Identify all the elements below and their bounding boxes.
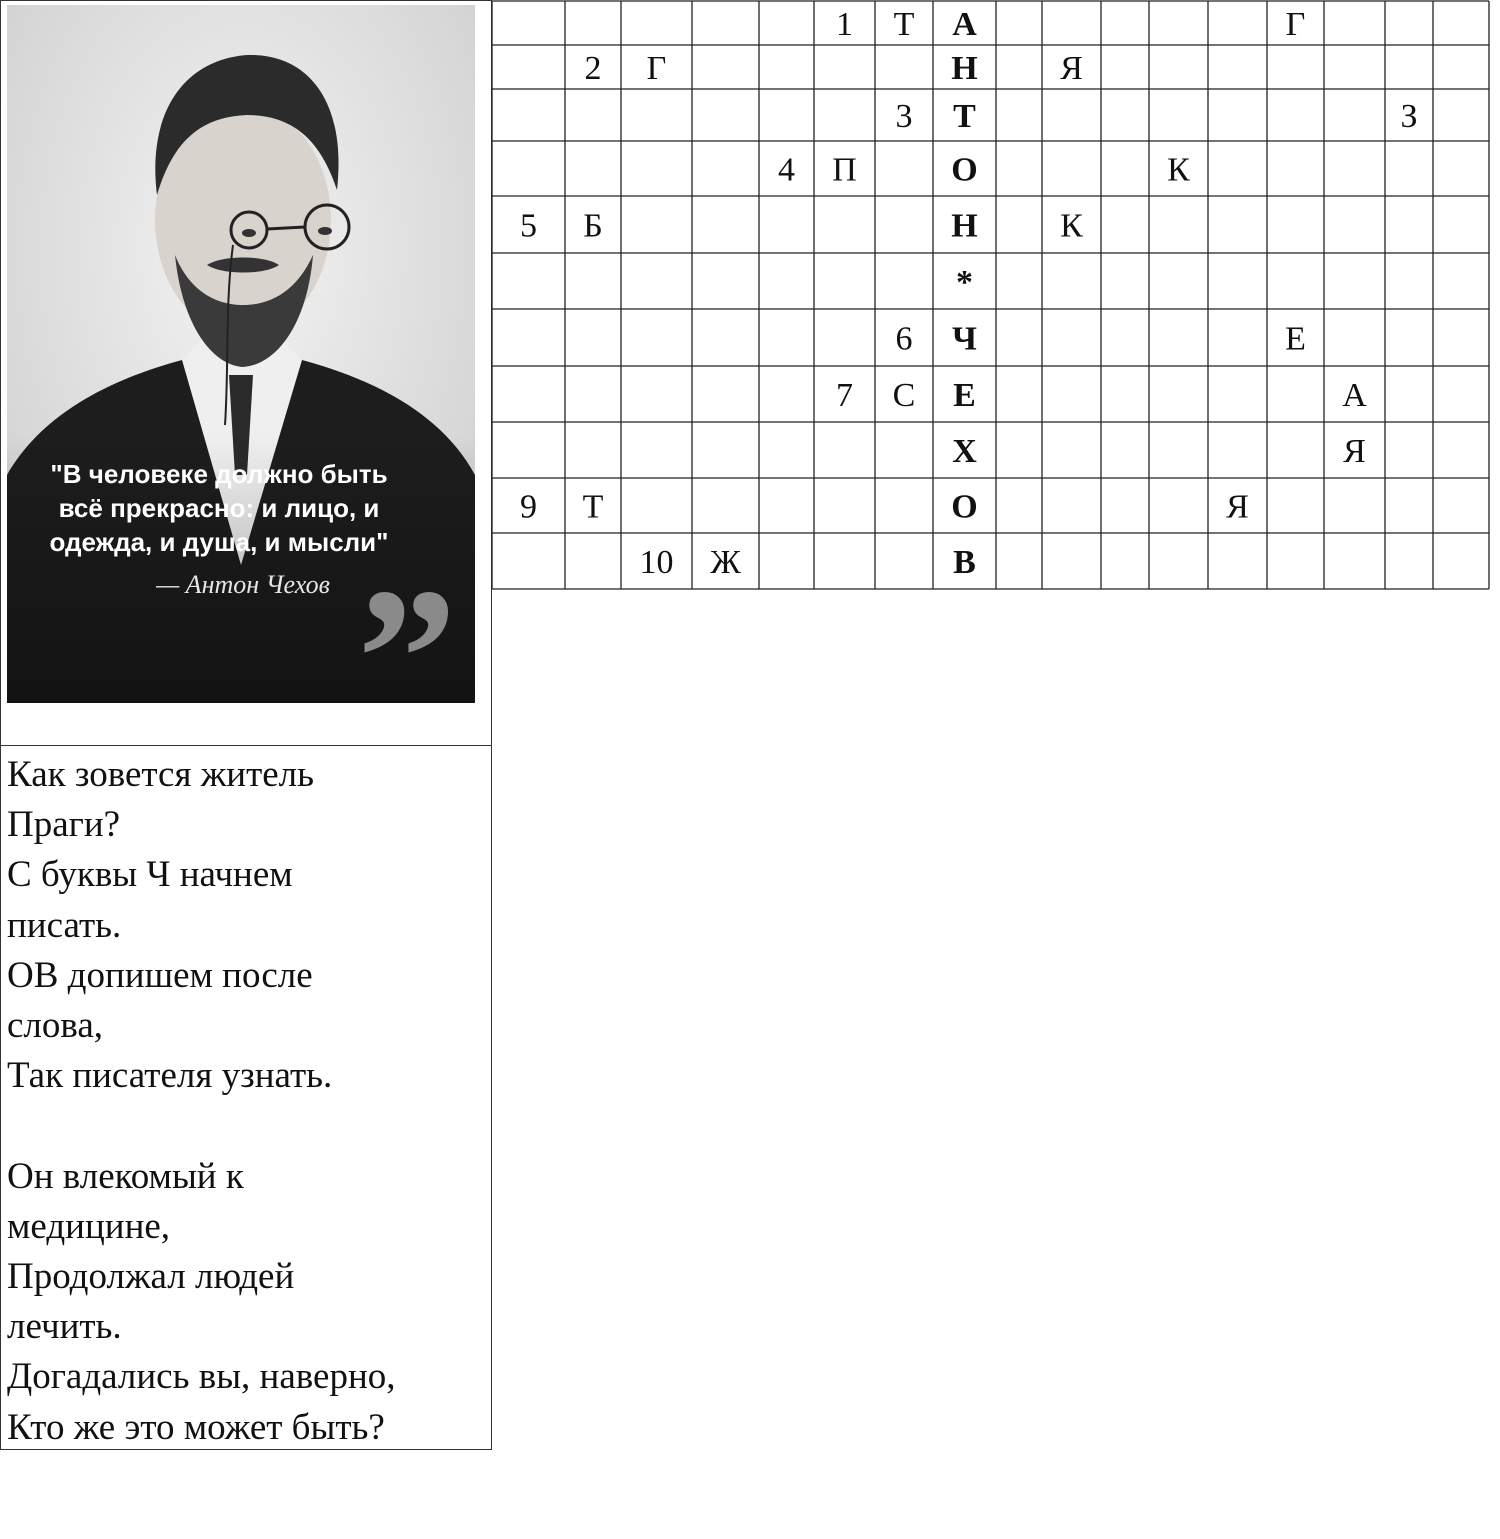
clue-number: 7 [836, 377, 853, 414]
hint-letter: Т [893, 6, 915, 43]
hint-letter: Г [646, 50, 667, 87]
hint-letter: Т [582, 488, 604, 526]
clue-number: 6 [895, 320, 913, 358]
keyword-letter: А [952, 6, 977, 43]
quote-line-1: "В человеке должно быть [50, 459, 388, 489]
riddle-poem: Как зовется житель Праги? С буквы Ч начнем писать. ОВ допишем после слова, Так писателя узнать. Он влекомый к медицине, Продолжал людей лечить. Догадались вы, наверно, Кто же это может быть? [7, 754, 396, 1448]
keyword-letter: В [953, 544, 976, 581]
crossword-grid [0, 0, 1500, 600]
hint-letter: П [832, 151, 857, 189]
clue-number: 1 [836, 6, 853, 43]
clue-number: 10 [639, 544, 674, 581]
clue-number: 5 [520, 207, 537, 245]
hint-letter: Е [1285, 320, 1306, 358]
keyword-letter: Ч [952, 320, 977, 358]
hint-letter: Б [583, 207, 603, 245]
quote-mark-icon: ” [357, 548, 457, 703]
hint-letter: Я [1060, 50, 1083, 87]
clue-number: 4 [778, 151, 795, 189]
hint-letter: А [1342, 377, 1367, 414]
hint-letter: Ж [710, 544, 741, 581]
clue-number: 2 [584, 50, 602, 87]
keyword-letter: Н [951, 207, 978, 245]
hint-letter: К [1167, 151, 1190, 189]
quote-author: — Антон Чехов [156, 570, 330, 599]
keyword-letter: * [956, 264, 973, 301]
hint-letter: К [1060, 207, 1083, 245]
keyword-letter: О [951, 488, 978, 526]
keyword-letter: Н [951, 50, 978, 87]
hint-letter: Я [1343, 433, 1366, 470]
hint-letter: Г [1285, 6, 1306, 43]
quote-line-2: всё прекрасно: и лицо, и [58, 493, 380, 523]
hint-letter: С [892, 377, 916, 414]
keyword-letter: Т [953, 98, 976, 135]
keyword-letter: О [951, 151, 978, 189]
keyword-letter: Х [952, 433, 977, 470]
keyword-letter: Е [953, 377, 976, 414]
clue-number: 3 [895, 98, 913, 135]
hint-letter: Я [1226, 488, 1249, 526]
riddle-panel [0, 746, 492, 1450]
hint-letter: З [1400, 98, 1418, 135]
quote-line-3: одежда, и душа, и мысли" [49, 527, 389, 557]
clue-number: 9 [520, 488, 537, 526]
